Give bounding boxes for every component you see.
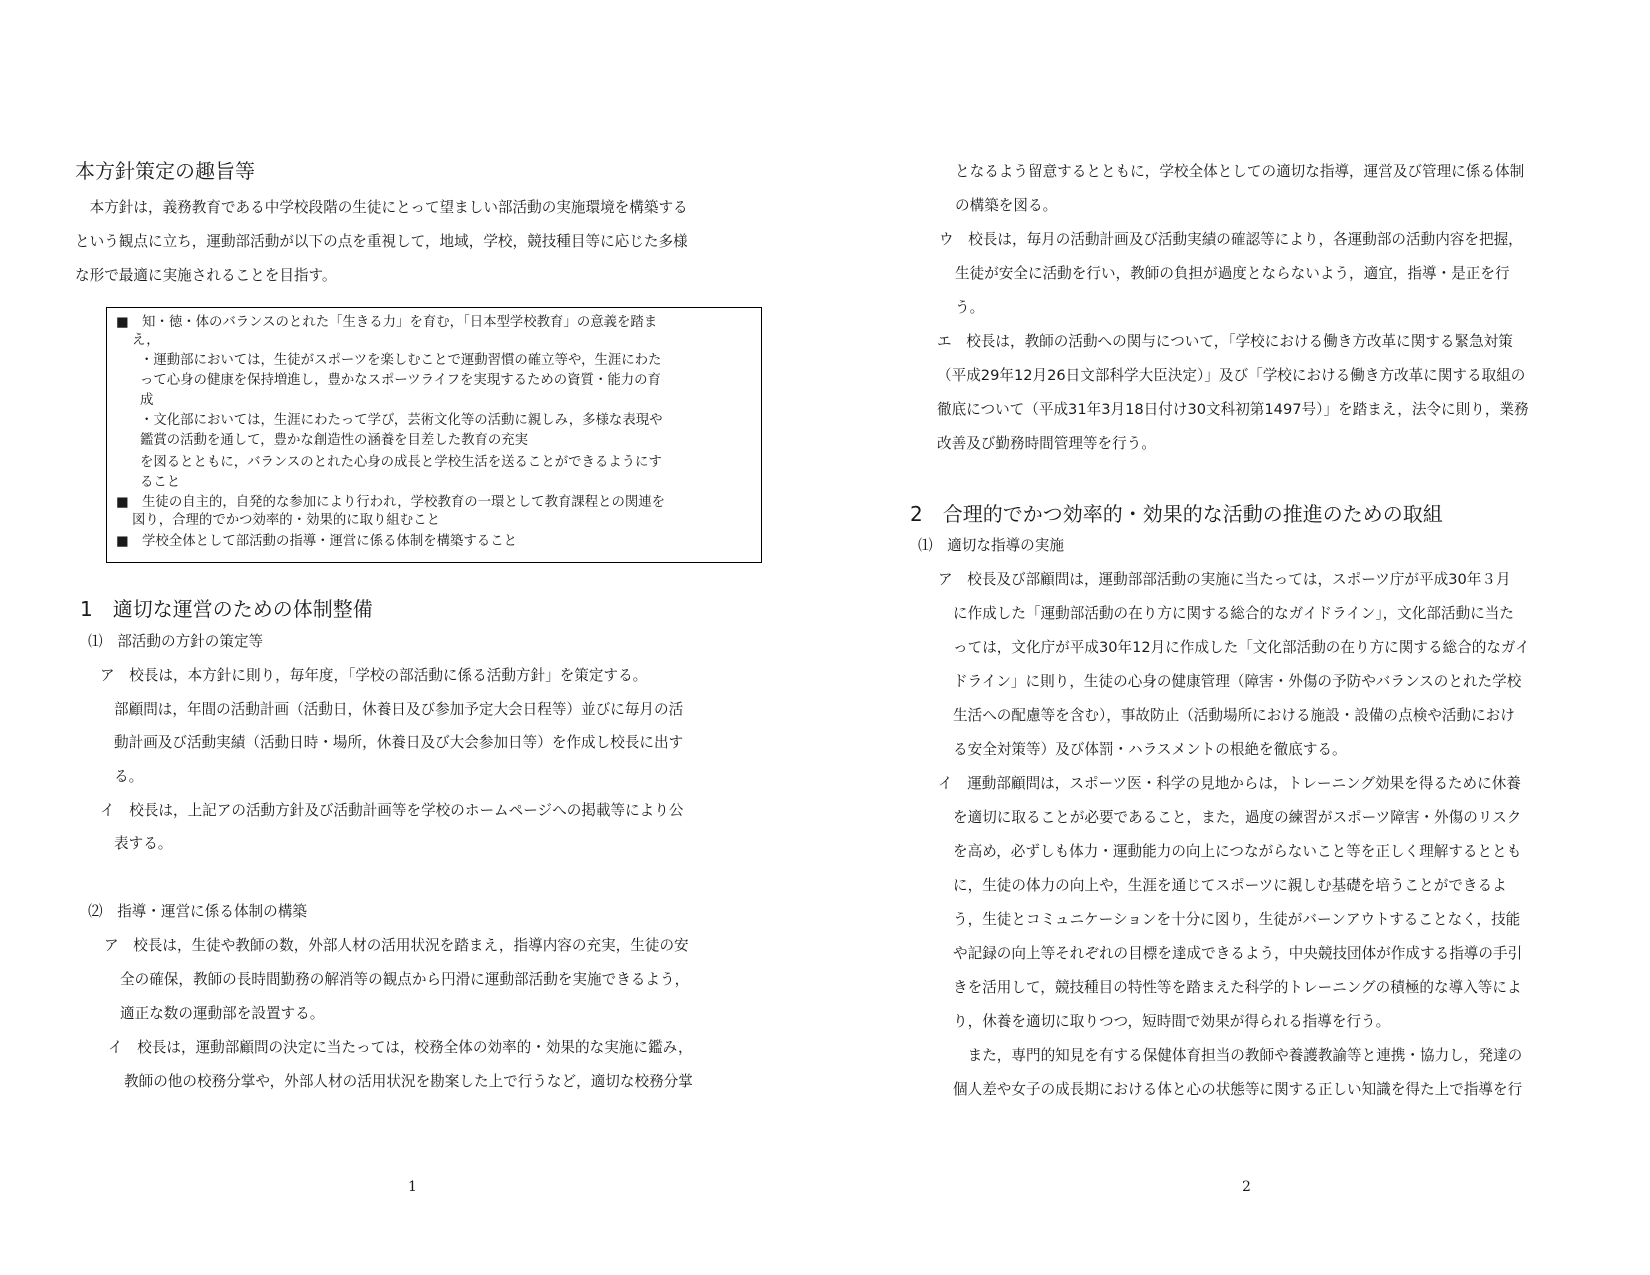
body-line: っては，文化庁が平成30年12月に作成した「文化部活動の在り方に関する総合的なガイ: [953, 639, 1530, 656]
body-line: きを活用して，競技種目の特性等を踏まえた科学的トレーニングの積極的な導入等によ: [953, 979, 1522, 996]
subsection-heading: ⑴ 適切な指導の実施: [918, 537, 1064, 554]
box-line: え，: [132, 333, 160, 348]
intro-line: という観点に立ち，運動部活動が以下の点を重視して，地域，学校，競技種目等に応じた多様: [75, 233, 688, 250]
body-line: 生活への配慮等を含む），事故防止（活動場所における施設・設備の点検や活動におけ: [953, 707, 1515, 724]
body-line: （平成29年12月26日文部科学大臣決定）」及び「学校における働き方改革に関する取組の: [937, 367, 1526, 384]
body-line: り，休養を適切に取りつつ，短時間で効果が得られる指導を行う。: [953, 1013, 1391, 1030]
body-line: 表する。: [114, 835, 173, 852]
body-line: る安全対策等）及び体罰・ハラスメントの根絶を徹底する。: [953, 741, 1347, 758]
subsection-heading: ⑴ 部活動の方針の策定等: [88, 633, 264, 650]
box-line: って心身の健康を保持増進し，豊かなスポーツライフを実現するための資質・能力の育: [140, 373, 661, 388]
body-line: また，専門的知見を有する保健体育担当の教師や養護教諭等と連携・協力し，発達の: [953, 1047, 1523, 1064]
body-line: ア 校長及び部顧問は，運動部部活動の実施に当たっては，スポーツ庁が平成30年３月: [938, 571, 1511, 588]
body-line: ウ 校長は，毎月の活動計画及び活動実績の確認等により，各運動部の活動内容を把握，: [939, 231, 1523, 248]
intro-line: な形で最適に実施されることを目指す。: [75, 267, 337, 284]
body-line: エ 校長は，教師の活動への関与について，「学校における働き方改革に関する緊急対策: [937, 333, 1513, 350]
body-line: 個人差や女子の成長期における体と心の状態等に関する正しい知識を得た上で指導を行: [953, 1081, 1523, 1098]
box-line: ■ 学校全体として部活動の指導・運営に係る体制を構築すること: [116, 534, 517, 549]
body-line: の構築を図る。: [955, 197, 1058, 214]
body-line: を適切に取ることが必要であること，また，過度の練習がスポーツ障害・外傷のリスク: [953, 809, 1522, 826]
box-line: ■ 知・徳・体のバランスのとれた「生きる力」を育む，「日本型学校教育」の意義を踏ま: [116, 315, 658, 330]
section2-heading: 2 合理的でかつ効率的・効果的な活動の推進のための取組: [910, 502, 1443, 526]
box-line: ・運動部においては，生徒がスポーツを楽しむことで運動習慣の確立等や，生涯にわた: [140, 353, 662, 368]
body-line: 生徒が安全に活動を行い，教師の負担が過度とならないよう，適宜，指導・是正を行: [955, 265, 1510, 282]
box-line: を図るとともに，バランスのとれた心身の成長と学校生活を送ることができるようにす: [140, 455, 662, 470]
body-line: 適正な数の運動部を設置する。: [120, 1005, 325, 1022]
body-line: イ 運動部顧問は，スポーツ医・科学の見地からは，トレーニング効果を得るために休養: [938, 775, 1521, 792]
page-2: [825, 0, 1650, 1275]
body-line: う。: [955, 299, 985, 316]
body-line: に作成した「運動部活動の在り方に関する総合的なガイドライン」，文化部活動に当た: [953, 605, 1514, 622]
page-number: 1: [408, 1179, 417, 1195]
intro-line: 本方針は，義務教育である中学校段階の生徒にとって望ましい部活動の実施環境を構築する: [75, 199, 688, 216]
body-line: イ 校長は，運動部顧問の決定に当たっては，校務全体の効率的・効果的な実施に鑑み，: [108, 1039, 693, 1056]
body-line: ア 校長は，生徒や教師の数，外部人材の活用状況を踏まえ，指導内容の充実，生徒の安: [104, 937, 689, 954]
body-line: う，生徒とコミュニケーションを十分に図り，生徒がバーンアウトすることなく，技能: [953, 911, 1521, 928]
box-line: ■ 生徒の自主的，自発的な参加により行われ，学校教育の一環として教育課程との関連を: [116, 495, 666, 510]
box-line: ること: [140, 475, 181, 490]
intro-heading: 本方針策定の趣旨等: [75, 159, 255, 183]
body-line: に，生徒の体力の向上や，生涯を通じてスポーツに親しむ基礎を培うことができるよ: [953, 877, 1507, 894]
body-line: 徹底について（平成31年3月18日付け30文科初第1497号）」を踏まえ，法令に則り，業務: [937, 401, 1529, 418]
body-line: 改善及び勤務時間管理等を行う。: [937, 435, 1156, 452]
body-line: や記録の向上等それぞれの目標を達成できるよう，中央競技団体が作成する指導の手引: [953, 945, 1523, 962]
page-number: 2: [1242, 1179, 1251, 1195]
box-line: 成: [140, 393, 154, 408]
body-line: ア 校長は，本方針に則り，毎年度，「学校の部活動に係る活動方針」を策定する。: [100, 667, 648, 684]
subsection-heading: ⑵ 指導・運営に係る体制の構築: [88, 903, 307, 920]
section1-heading: 1 適切な運営のための体制整備: [80, 597, 373, 621]
box-line: 鑑賞の活動を通して，豊かな創造性の涵養を目差した教育の充実: [140, 433, 529, 448]
box-line: 図り，合理的でかつ効率的・効果的に取り組むこと: [132, 513, 440, 528]
body-line: を高め，必ずしも体力・運動能力の向上につながらないこと等を正しく理解するととも: [953, 843, 1522, 860]
body-line: 教師の他の校務分掌や，外部人材の活用状況を勘案した上で行うなど，適切な校務分掌: [124, 1073, 693, 1090]
body-line: 動計画及び活動実績（活動日時・場所，休養日及び大会参加日等）を作成し校長に出す: [114, 734, 684, 751]
body-line: 全の確保，教師の長時間勤務の解消等の観点から円滑に運動部活動を実施できるよう，: [120, 971, 690, 988]
body-line: ドライン」に則り，生徒の心身の健康管理（障害・外傷の予防やバランスのとれた学校: [953, 673, 1522, 690]
body-line: る。: [114, 768, 144, 785]
body-line: イ 校長は，上記アの活動方針及び活動計画等を学校のホームページへの掲載等により公: [100, 802, 684, 819]
box-line: ・文化部においては，生涯にわたって学び，芸術文化等の活動に親しみ，多様な表現や: [140, 413, 663, 428]
body-line: 部顧問は，年間の活動計画（活動日，休養日及び参加予定大会日程等）並びに毎月の活: [114, 701, 684, 718]
body-line: となるよう留意するとともに，学校全体としての適切な指導，運営及び管理に係る体制: [955, 163, 1525, 180]
